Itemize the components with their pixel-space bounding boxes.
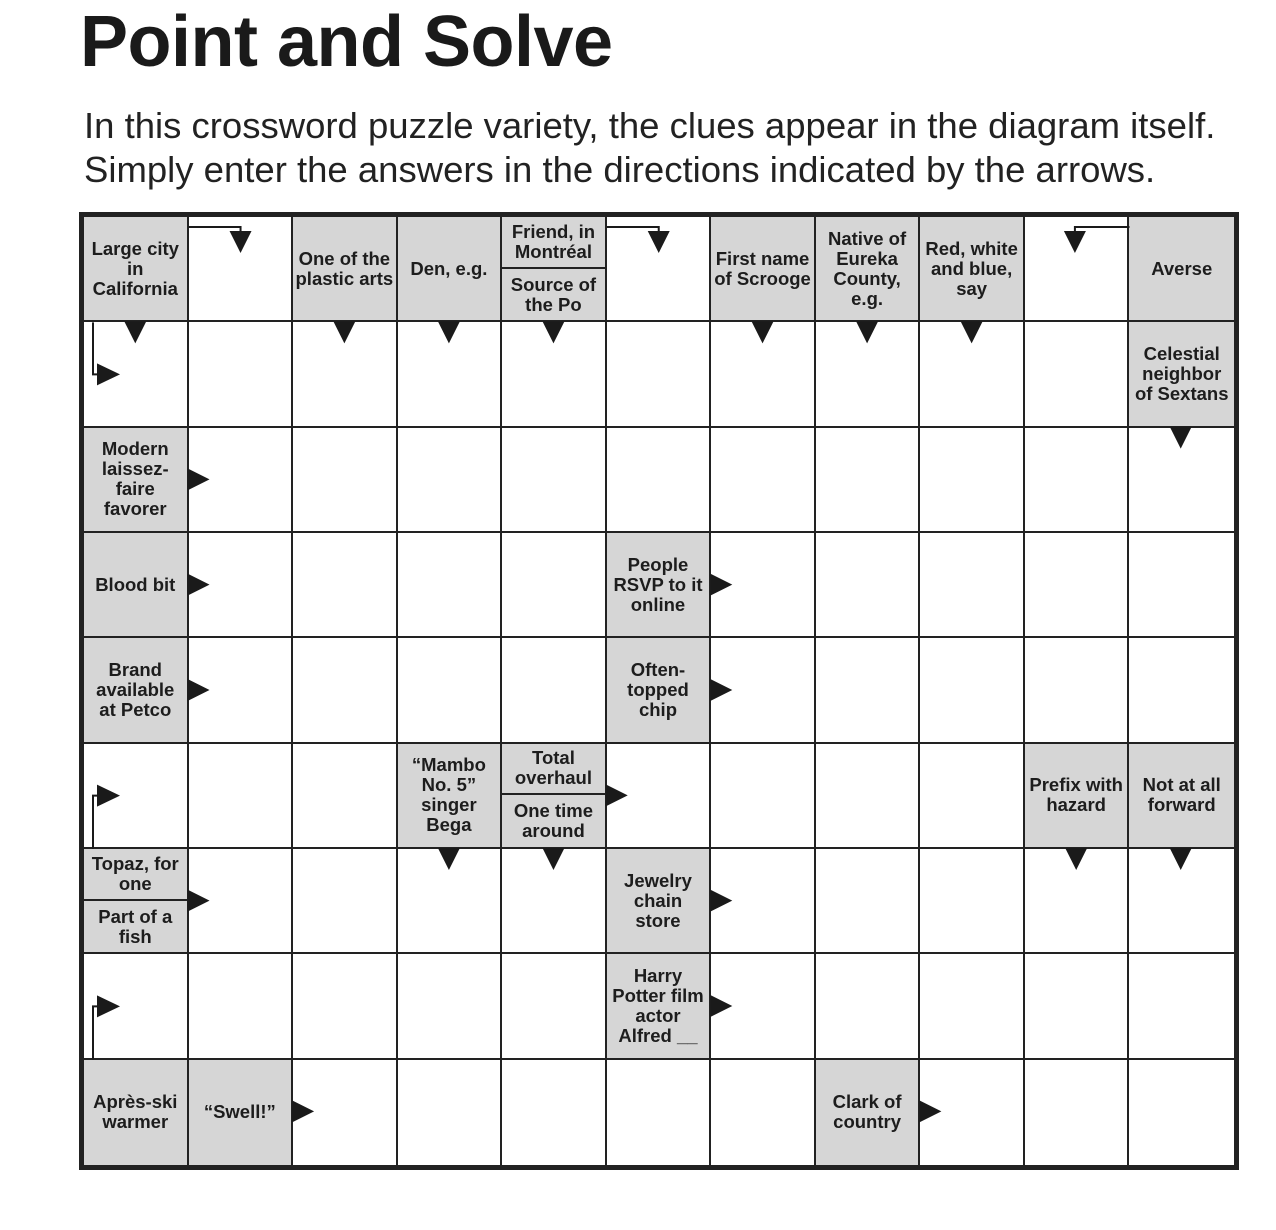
arrow-right-icon: [710, 890, 732, 912]
arrow-down-icon: [752, 321, 774, 343]
page-title: Point and Solve: [80, 2, 613, 82]
clue-cell-prefix-with-hazard: Prefix with hazard: [1025, 744, 1128, 847]
split-clue-bottom: Source of the Po: [502, 269, 605, 321]
clue-cell-not-at-all-forward: Not at all forward: [1129, 744, 1234, 847]
arrow-down-icon: [542, 848, 564, 870]
arrow-down-icon: [1065, 848, 1087, 870]
arrow-overlay: [79, 212, 1239, 1170]
clue-cell-first-name-of-scrooge: First name of Scrooge: [711, 217, 814, 320]
clue-cell-large-city-california: Large city in California: [84, 217, 187, 320]
clue-cell-blood-bit: Blood bit: [84, 533, 187, 636]
clue-cell-people-rsvp: People RSVP to it online: [607, 533, 710, 636]
clue-cell-brand-petco: Brand available at Petco: [84, 638, 187, 741]
arrow-down-icon: [438, 321, 460, 343]
split-clue-top: Total overhaul: [502, 744, 605, 796]
arrow-right-icon: [188, 679, 210, 701]
bent-arrow-icon: [607, 227, 670, 253]
split-clue-top: Topaz, for one: [84, 849, 187, 901]
clue-cell-often-topped-chip: Often-topped chip: [607, 638, 710, 741]
bent-arrow-icon: [93, 322, 120, 385]
arrow-right-icon: [188, 574, 210, 596]
arrow-right-icon: [710, 679, 732, 701]
arrow-right-icon: [188, 468, 210, 490]
arrow-down-icon: [1170, 848, 1192, 870]
clue-cell-clark-of-country: Clark of country: [816, 1060, 919, 1165]
clue-cell-averse: Averse: [1129, 217, 1234, 320]
arrow-down-icon: [856, 321, 878, 343]
clue-cell-red-white-and-blue: Red, white and blue, say: [920, 217, 1023, 320]
clue-cell-native-of-eureka-county: Native of Eureka County, e.g.: [816, 217, 919, 320]
clue-cell-modern-laissez-faire: Modern laissez-faire favorer: [84, 428, 187, 531]
instructions: [84, 104, 1264, 192]
bent-arrow-icon: [189, 227, 252, 253]
clue-cell-celestial-neighbor: Celestial neighbor of Sextans: [1129, 322, 1234, 425]
arrow-right-icon: [188, 890, 210, 912]
instructions-line-2: Simply enter the answers in the directions indicated by the arrows.: [84, 149, 1156, 190]
clue-cell-den-eg: Den, e.g.: [398, 217, 501, 320]
split-clue-bottom: Part of a fish: [84, 901, 187, 953]
arrow-right-icon: [919, 1100, 941, 1122]
arrow-down-icon: [124, 321, 146, 343]
clue-cell-swell: “Swell!”: [189, 1060, 292, 1165]
arrow-right-icon: [710, 574, 732, 596]
arrow-down-icon: [961, 321, 983, 343]
crossword-grid: [79, 212, 1239, 1170]
split-clue-top: Friend, in Montréal: [502, 217, 605, 269]
instructions-line-1: In this crossword puzzle variety, the clues appear in the diagram itself.: [84, 105, 1216, 146]
arrow-right-icon: [606, 784, 628, 806]
arrow-down-icon: [438, 848, 460, 870]
clue-cell-one-of-the-plastic-arts: One of the plastic arts: [293, 217, 396, 320]
split-clue-bottom: One time around: [502, 795, 605, 847]
arrow-right-icon: [292, 1100, 314, 1122]
clue-cell-apres-ski-warmer: Après-ski warmer: [84, 1060, 187, 1165]
clue-cell-jewelry-chain-store: Jewelry chain store: [607, 849, 710, 952]
arrow-down-icon: [1170, 427, 1192, 449]
clue-cell-mambo-no-5: “Mambo No. 5” singer Bega: [398, 744, 501, 847]
bent-arrow-icon: [1064, 227, 1130, 253]
arrow-down-icon: [542, 321, 564, 343]
arrow-right-icon: [710, 995, 732, 1017]
bent-arrow-icon: [93, 995, 120, 1059]
bent-arrow-icon: [93, 785, 120, 849]
clue-cell-harry-potter-actor: Harry Potter film actor Alfred __: [607, 954, 710, 1057]
arrow-down-icon: [333, 321, 355, 343]
